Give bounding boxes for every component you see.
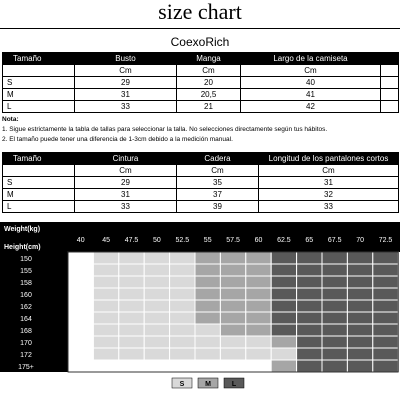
weight-tick-label: 55 <box>203 237 212 244</box>
unit-cell: Cm <box>177 165 259 177</box>
top-size-table <box>2 52 399 113</box>
grid-cell-L <box>297 324 322 336</box>
grid-cell-M <box>246 276 271 288</box>
grid-cell-L <box>297 336 322 348</box>
table-row <box>3 77 399 89</box>
size-cell: L <box>3 101 75 113</box>
size-grid-svg <box>0 222 400 400</box>
grid-cell-S <box>93 276 118 288</box>
height-tick-label: 158 <box>20 280 32 287</box>
grid-cell-S <box>195 348 220 360</box>
grid-cell-L <box>373 360 398 372</box>
unit-cell <box>3 165 75 177</box>
grid-cell-L <box>322 360 347 372</box>
grid-cell-S <box>119 288 144 300</box>
grid-cell-S <box>119 336 144 348</box>
table-cell: 33 <box>75 101 177 113</box>
grid-cell-M <box>246 252 271 264</box>
grid-cell-S <box>93 336 118 348</box>
table-header-row <box>3 53 399 65</box>
grid-cell-S <box>170 300 195 312</box>
grid-cell-empty <box>144 360 169 372</box>
grid-cell-empty <box>68 360 93 372</box>
unit-cell <box>3 65 75 77</box>
table-row <box>3 189 399 201</box>
grid-cell-S <box>246 336 271 348</box>
grid-cell-L <box>347 276 372 288</box>
grid-cell-L <box>347 336 372 348</box>
grid-cell-M <box>195 276 220 288</box>
table-cell: 31 <box>75 189 177 201</box>
weight-tick-label: 62.5 <box>277 237 291 244</box>
grid-cell-M <box>246 312 271 324</box>
note-line: 1. Sigue estrictamente la tabla de tallas para seleccionar la talla. No selecciones directamente según tus hábitos. <box>2 126 328 133</box>
grid-cell-S <box>119 300 144 312</box>
grid-cell-M <box>220 264 245 276</box>
grid-cell-L <box>297 252 322 264</box>
notes-title: Nota: <box>2 116 19 123</box>
grid-cell-L <box>322 288 347 300</box>
grid-row-label-band <box>0 252 68 372</box>
table-cell: 33 <box>75 201 177 213</box>
height-tick-label: 172 <box>20 352 32 359</box>
grid-cell-M <box>271 336 296 348</box>
grid-cell-S <box>93 264 118 276</box>
grid-cell-S <box>144 300 169 312</box>
grid-cell-S <box>220 336 245 348</box>
grid-cell-M <box>220 288 245 300</box>
grid-cell-S <box>93 348 118 360</box>
table-cell: 33 <box>259 201 399 213</box>
grid-cell-M <box>220 300 245 312</box>
weight-tick-label: 70 <box>356 237 364 244</box>
notes-block <box>2 115 398 145</box>
weight-tick-label: 50 <box>153 237 161 244</box>
unit-cell: Cm <box>259 165 399 177</box>
grid-cell-S <box>144 324 169 336</box>
table-cell: 35 <box>177 177 259 189</box>
header-size: Tamaño <box>3 53 75 65</box>
grid-cell-L <box>347 348 372 360</box>
header-hip: Cadera <box>177 153 259 165</box>
weight-tick-label: 45 <box>102 237 110 244</box>
grid-cell-empty <box>195 360 220 372</box>
grid-cell-L <box>347 312 372 324</box>
unit-cell: Cm <box>241 65 381 77</box>
grid-cell-S <box>119 312 144 324</box>
header-waist: Cintura <box>75 153 177 165</box>
table-cell: 40 <box>241 77 381 89</box>
size-cell: M <box>3 89 75 101</box>
grid-cell-L <box>347 252 372 264</box>
table-cell <box>381 89 399 101</box>
grid-cell-S <box>93 252 118 264</box>
grid-cell-L <box>322 324 347 336</box>
grid-cell-L <box>322 348 347 360</box>
grid-cell-empty <box>93 360 118 372</box>
header-bust: Busto <box>75 53 177 65</box>
grid-cell-empty <box>119 360 144 372</box>
grid-cell-S <box>119 276 144 288</box>
grid-cell-L <box>347 300 372 312</box>
grid-cell-S <box>144 312 169 324</box>
grid-cell-L <box>297 300 322 312</box>
grid-cell-empty <box>68 336 93 348</box>
unit-cell: Cm <box>75 165 177 177</box>
grid-cell-M <box>195 312 220 324</box>
grid-cell-S <box>246 348 271 360</box>
table-cell: 41 <box>241 89 381 101</box>
grid-cell-L <box>347 360 372 372</box>
grid-cell-L <box>347 288 372 300</box>
grid-cell-empty <box>68 348 93 360</box>
grid-cell-L <box>373 348 398 360</box>
grid-cell-L <box>322 300 347 312</box>
grid-cell-L <box>271 300 296 312</box>
grid-cell-L <box>271 288 296 300</box>
legend-label: L <box>231 381 237 388</box>
weight-tick-label: 52.5 <box>175 237 190 244</box>
grid-cell-M <box>246 264 271 276</box>
grid-cell-S <box>195 324 220 336</box>
grid-cell-empty <box>68 288 93 300</box>
grid-cell-L <box>322 264 347 276</box>
header-shirt-length: Largo de la camiseta <box>241 53 381 65</box>
grid-cell-S <box>195 336 220 348</box>
table-cell <box>381 77 399 89</box>
table-row <box>3 89 399 101</box>
size-cell: S <box>3 77 75 89</box>
grid-cell-S <box>170 336 195 348</box>
table-header-row <box>3 153 399 165</box>
grid-cell-S <box>144 264 169 276</box>
grid-cell-S <box>144 288 169 300</box>
header-sleeve: Manga <box>177 53 241 65</box>
grid-cell-L <box>373 252 398 264</box>
height-tick-label: 162 <box>20 304 32 311</box>
unit-cell: Cm <box>177 65 241 77</box>
grid-cell-S <box>93 312 118 324</box>
grid-cell-S <box>170 312 195 324</box>
grid-cell-L <box>271 276 296 288</box>
legend-label: S <box>179 381 185 388</box>
bottom-size-table <box>2 152 399 213</box>
grid-cell-L <box>297 348 322 360</box>
table-cell: 37 <box>177 189 259 201</box>
grid-cell-L <box>347 324 372 336</box>
grid-cell-L <box>322 252 347 264</box>
weight-tick-label: 65 <box>305 237 314 244</box>
table-cell: 20 <box>177 77 241 89</box>
table-cell: 31 <box>259 177 399 189</box>
grid-cell-S <box>170 252 195 264</box>
grid-cell-M <box>246 324 271 336</box>
table-unit-row <box>3 165 399 177</box>
grid-cell-L <box>373 336 398 348</box>
grid-cell-L <box>297 264 322 276</box>
grid-cell-L <box>271 312 296 324</box>
grid-cell-S <box>144 336 169 348</box>
grid-cell-empty <box>68 324 93 336</box>
size-recommendation-grid <box>0 222 400 400</box>
legend-label: M <box>205 381 211 388</box>
grid-cell-S <box>119 348 144 360</box>
size-cell: L <box>3 201 75 213</box>
grid-cell-S <box>119 264 144 276</box>
grid-cell-M <box>195 288 220 300</box>
grid-cell-empty <box>220 360 245 372</box>
grid-cell-S <box>220 348 245 360</box>
grid-cell-L <box>322 336 347 348</box>
grid-cell-empty <box>68 276 93 288</box>
weight-tick-label: 72.5 <box>378 237 393 244</box>
table-cell: 31 <box>75 89 177 101</box>
height-tick-label: 155 <box>20 268 32 275</box>
height-tick-label: 170 <box>20 340 32 347</box>
grid-cell-L <box>322 312 347 324</box>
table-unit-row <box>3 65 399 77</box>
grid-cell-L <box>373 300 398 312</box>
grid-cell-L <box>373 312 398 324</box>
grid-cell-L <box>271 252 296 264</box>
page-title: size chart <box>158 0 242 24</box>
grid-cell-S <box>170 276 195 288</box>
grid-cell-L <box>373 324 398 336</box>
weight-tick-label: 47.5 <box>124 237 139 244</box>
grid-cell-L <box>297 276 322 288</box>
title-divider <box>0 28 400 29</box>
grid-cell-L <box>347 264 372 276</box>
grid-cell-M <box>220 324 245 336</box>
header-shorts-length: Longitud de los pantalones cortos <box>259 153 399 165</box>
table-cell: 20,5 <box>177 89 241 101</box>
table-cell: 29 <box>75 177 177 189</box>
grid-cell-M <box>246 300 271 312</box>
grid-cell-S <box>119 324 144 336</box>
grid-cell-M <box>246 288 271 300</box>
grid-cell-L <box>373 276 398 288</box>
grid-cell-L <box>271 264 296 276</box>
grid-cell-empty <box>68 312 93 324</box>
table-cell: 32 <box>259 189 399 201</box>
height-tick-label: 160 <box>20 292 32 299</box>
grid-cell-empty <box>68 252 93 264</box>
table-row <box>3 101 399 113</box>
grid-cell-empty <box>170 360 195 372</box>
unit-cell: Cm <box>75 65 177 77</box>
grid-cell-M <box>220 276 245 288</box>
grid-cell-L <box>297 360 322 372</box>
table-cell: 39 <box>177 201 259 213</box>
size-cell: S <box>3 177 75 189</box>
grid-cell-S <box>271 348 296 360</box>
grid-cell-S <box>93 288 118 300</box>
grid-cell-M <box>195 300 220 312</box>
grid-cell-L <box>297 288 322 300</box>
table-cell <box>381 101 399 113</box>
weight-axis-label: Weight(kg) <box>4 226 41 233</box>
grid-cell-S <box>144 276 169 288</box>
grid-cell-L <box>297 312 322 324</box>
height-tick-label: 164 <box>20 316 32 323</box>
weight-tick-label: 40 <box>76 237 85 244</box>
grid-cell-S <box>170 324 195 336</box>
weight-tick-label: 57.5 <box>226 237 240 244</box>
size-cell: M <box>3 189 75 201</box>
weight-tick-label: 67.5 <box>327 237 342 244</box>
table-cell: 29 <box>75 77 177 89</box>
grid-cell-M <box>220 312 245 324</box>
grid-cell-empty <box>68 264 93 276</box>
grid-cell-S <box>170 264 195 276</box>
brand-name: CoexoRich <box>170 35 230 49</box>
grid-cell-S <box>170 348 195 360</box>
grid-cell-M <box>271 360 296 372</box>
grid-cell-S <box>144 348 169 360</box>
grid-cell-S <box>119 252 144 264</box>
grid-cell-M <box>195 264 220 276</box>
header-extra <box>381 53 399 65</box>
grid-cell-empty <box>246 360 271 372</box>
header-size: Tamaño <box>3 153 75 165</box>
table-cell: 21 <box>177 101 241 113</box>
note-line: 2. El tamaño puede tener una diferencia de 1-3cm debido a la medición manual. <box>2 136 233 143</box>
grid-cell-M <box>195 252 220 264</box>
grid-cell-M <box>220 252 245 264</box>
grid-cell-L <box>271 324 296 336</box>
weight-tick-label: 60 <box>254 237 263 244</box>
grid-cell-L <box>373 264 398 276</box>
height-tick-label: 168 <box>20 328 32 335</box>
table-row <box>3 201 399 213</box>
height-tick-label: 175+ <box>18 364 34 371</box>
unit-cell <box>381 65 399 77</box>
grid-cell-S <box>93 324 118 336</box>
grid-cell-L <box>322 276 347 288</box>
grid-cell-S <box>144 252 169 264</box>
table-row <box>3 177 399 189</box>
table-cell: 42 <box>241 101 381 113</box>
height-tick-label: 150 <box>20 256 32 263</box>
grid-cell-empty <box>68 300 93 312</box>
height-axis-label: Height(cm) <box>4 244 41 251</box>
grid-cell-L <box>373 288 398 300</box>
grid-cell-S <box>93 300 118 312</box>
grid-cell-S <box>170 288 195 300</box>
